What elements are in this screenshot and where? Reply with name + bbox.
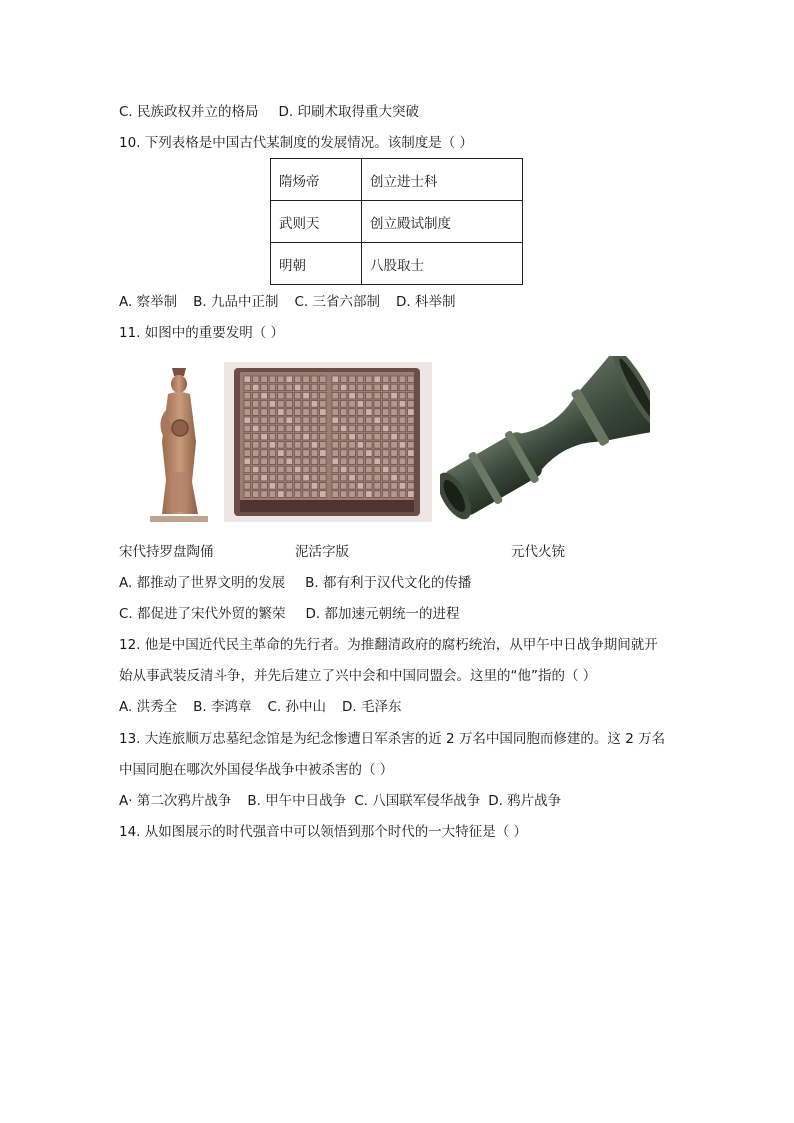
q11-options-cd [119,605,460,623]
q11-option-d: D. 都加速元朝统一的进程 [305,606,460,622]
q12-options [119,698,401,716]
table-cell-period: 武则天 [271,201,362,243]
q10-options [119,293,455,311]
q13-stem-line2: 中国同胞在哪次外国侵华战争中被杀害的（ ） [119,762,394,778]
q12-option-d: D. 毛泽东 [341,699,402,715]
q11-options-ab [119,574,471,592]
q13-option-b: B. 甲午中日战争 [247,793,347,809]
caption-figurine: 宋代持罗盘陶俑 [119,544,214,560]
table-row [271,243,523,285]
q13-option-a: A· 第二次鸦片战争 [119,793,232,809]
q10-option-a: A. 察举制 [119,294,178,310]
table-cell-event: 创立进士科 [362,159,523,201]
q13-stem-line1: 13. 大连旅顺万忠墓纪念馆是为纪念惨遭日军杀害的近 2 万名中国同胞而修建的。这 2 万名 [119,731,666,747]
clay-movable-type-icon [224,362,432,522]
table-cell-period: 明朝 [271,243,362,285]
q9-option-d: D. 印刷术取得重大突破 [278,104,419,120]
q10-option-b: B. 九品中正制 [193,294,279,310]
caption-movable-type: 泥活字版 [295,544,349,560]
q13-options [119,792,561,810]
q10-stem: 10. 下列表格是中国古代某制度的发展情况。该制度是（ ） [119,135,474,151]
table-cell-period: 隋炀帝 [271,159,362,201]
q11-option-c: C. 都促进了宋代外贸的繁荣 [119,606,286,622]
terracotta-figurine-icon [150,362,208,522]
table-cell-event: 创立殿试制度 [362,201,523,243]
bronze-fire-gun-icon [440,356,650,522]
q12-option-c: C. 孙中山 [267,699,326,715]
q11-option-a: A. 都推动了世界文明的发展 [119,575,286,591]
q11-option-b: B. 都有利于汉代文化的传播 [305,575,472,591]
q13-option-d: D. 鸦片战争 [488,793,562,809]
q10-option-c: C. 三省六部制 [294,294,380,310]
q9-option-c: C. 民族政权并立的格局 [119,104,259,120]
q14-stem: 14. 从如图展示的时代强音中可以领悟到那个时代的一大特征是（ ） [119,824,528,840]
table-row [271,159,523,201]
q12-option-a: A. 洪秀全 [119,699,178,715]
table-cell-event: 八股取士 [362,243,523,285]
q11-stem: 11. 如图中的重要发明（ ） [119,325,285,341]
q13-option-c: C. 八国联军侵华战争 [354,793,481,809]
caption-fire-gun: 元代火铳 [511,544,565,560]
q12-stem-line2: 始从事武装反清斗争，并先后建立了兴中会和中国同盟会。这里的“他”指的（ ） [119,668,597,684]
q12-option-b: B. 李鸿章 [193,699,252,715]
q10-system-table [270,158,523,285]
q10-option-d: D. 科举制 [395,294,456,310]
q9-options-cd [119,103,419,121]
q12-stem-line1: 12. 他是中国近代民主革命的先行者。为推翻清政府的腐朽统治，从甲午中日战争期间就开 [119,637,658,653]
table-row [271,201,523,243]
